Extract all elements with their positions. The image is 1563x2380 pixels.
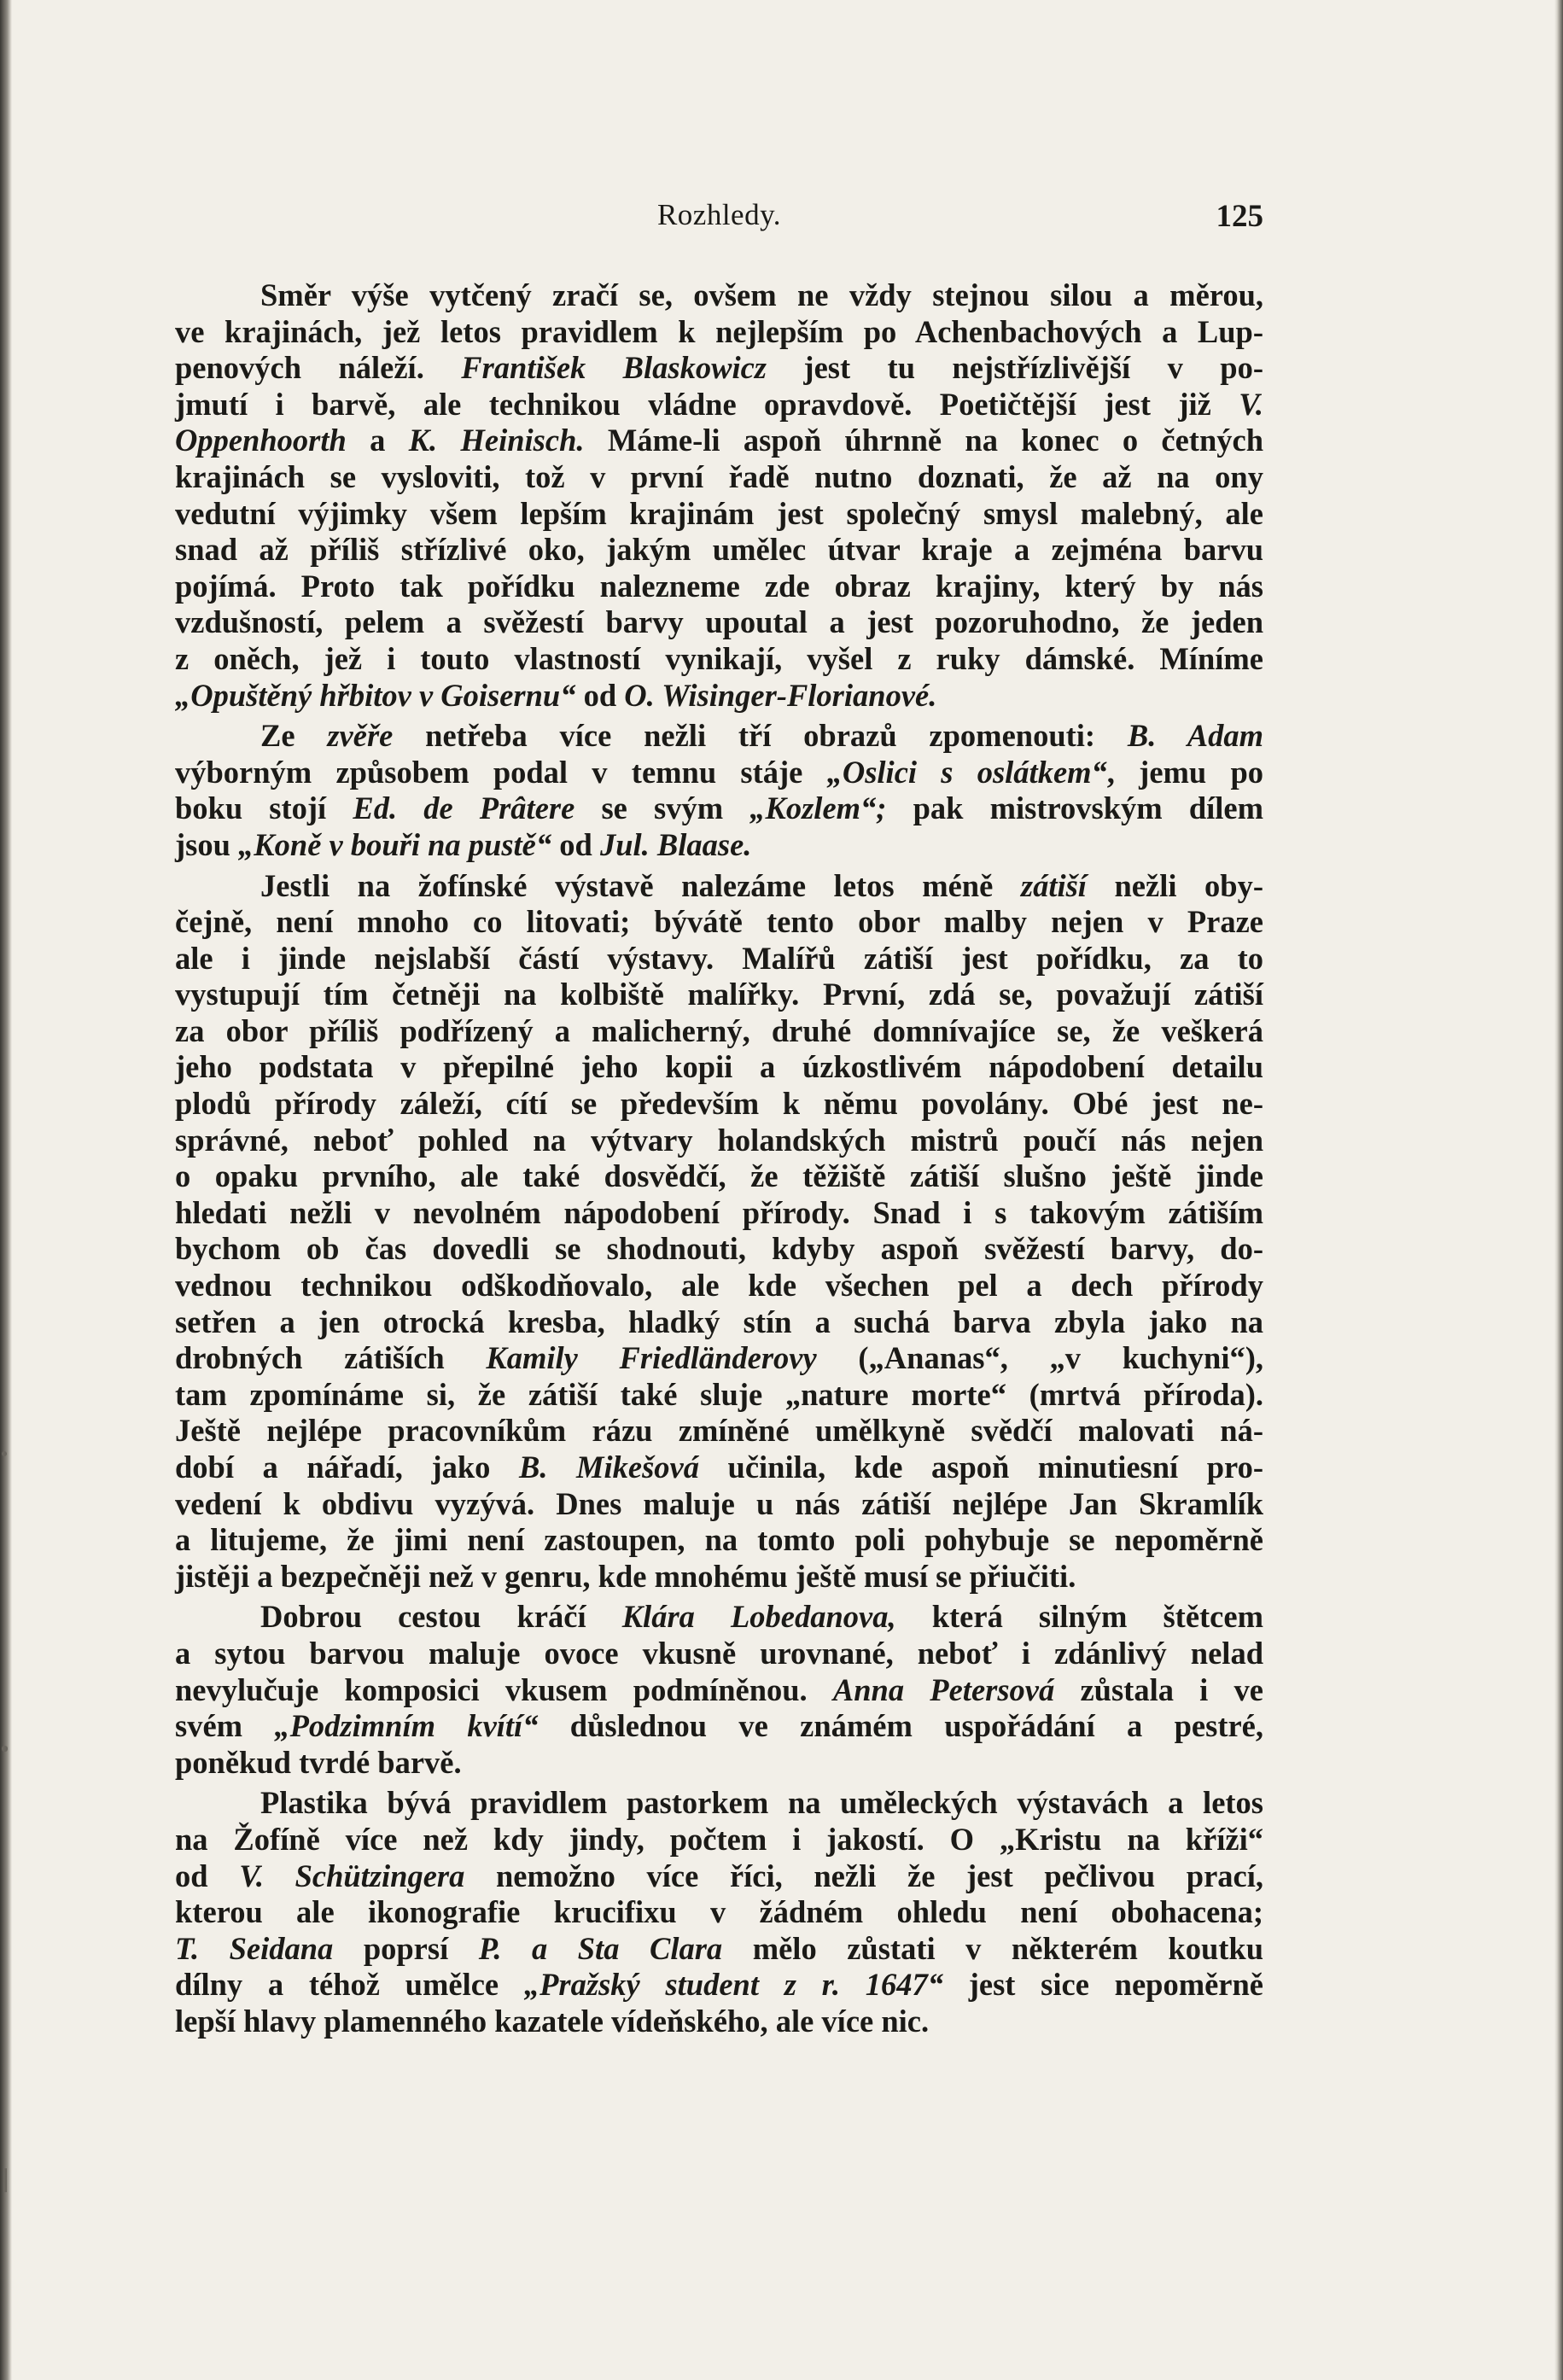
text-run: poprsí (333, 1930, 479, 1966)
page-edge-left (0, 0, 12, 2380)
italic-name: V. Schützingera (239, 1858, 465, 1893)
text-line (175, 1450, 1263, 1486)
text-line (175, 496, 1263, 533)
text-run: („Ananas“, „v kuchyni“), (816, 1340, 1264, 1376)
text-run: od (175, 1858, 240, 1893)
text-line (175, 1785, 1263, 1822)
text-run: výborným způsobem podal v temnu stáje (175, 754, 827, 790)
text-run: Ještě nejlépe pracovníkům rázu zmíněné umělkyně svědčí malovati ná- (175, 1413, 1263, 1449)
text-run: na Žofíně více než kdy jindy, počtem i jakostí. O „Kristu na kříži“ (175, 1821, 1263, 1857)
page-header (175, 198, 1263, 246)
text-run: a litujeme, že jimi není zastoupen, na tomto poli pohybuje se nepoměrně (175, 1522, 1263, 1558)
text-line (175, 827, 1263, 864)
italic-name: B. Mikešová (519, 1450, 699, 1485)
text-line (175, 314, 1263, 351)
text-run: jsou (175, 826, 239, 862)
page-edge-right (1554, 0, 1563, 2380)
italic-name: Oppenhoorth (175, 423, 347, 458)
text-run: ale i jinde nejslabší částí výstavy. Malířů zátiší jest pořídku, za to (175, 940, 1263, 976)
text-run: bychom ob čas dovedli se shodnouti, kdyby aspoň svěžestí barvy, do- (175, 1231, 1263, 1267)
page-number: 125 (1216, 199, 1263, 234)
text-run: plodů přírody záleží, cítí se především k němu povolány. Obé jest ne- (175, 1086, 1263, 1122)
article-body (175, 277, 1263, 2040)
text-run: o opaku prvního, ale také dosvědčí, že těžiště zátiší slušno ještě jinde (175, 1158, 1263, 1194)
text-run: tam zpomínáme si, že zátiší také sluje „nature morte“ (mrtvá příroda). (175, 1376, 1263, 1412)
italic-name: Ed. de Prâtere (353, 790, 575, 826)
text-line (175, 1413, 1263, 1450)
text-line (175, 532, 1263, 569)
text-line (175, 1672, 1263, 1709)
running-head: Rozhledy. (656, 198, 782, 231)
text-run: hledati nežli v nevolném nápodobení přírody. Snad i s takovým zátiším (175, 1194, 1263, 1230)
text-run: jest tu nejstřízlivější v po- (767, 350, 1263, 386)
text-line (175, 1231, 1263, 1268)
text-run: učinila, kde aspoň minutiesní pro- (698, 1450, 1264, 1485)
italic-name: „Opuštěný hřbitov v Goisernu“ (175, 677, 576, 713)
text-line (175, 1013, 1263, 1050)
text-line (175, 1304, 1263, 1341)
italic-name: O. Wisinger-Florianové. (624, 677, 937, 713)
text-line (175, 423, 1263, 459)
text-run: od (551, 826, 600, 862)
text-line (175, 1377, 1263, 1414)
text-run: jest sice nepoměrně (942, 1967, 1263, 2003)
text-line (175, 1559, 1263, 1595)
italic-name: „Podzimním kvítí“ (274, 1708, 539, 1744)
text-line (175, 755, 1263, 791)
italic-name: zátiší (1020, 867, 1087, 903)
text-run: ve krajinách, jež letos pravidlem k nejlepším po Achenbachových a Lup- (175, 313, 1263, 349)
text-line (175, 977, 1263, 1013)
text-run: jistěji a bezpečněji než v genru, kde mnohému ještě musí se přiučiti. (175, 1558, 1076, 1594)
text-line (175, 2004, 1263, 2040)
margin-speck (2, 1746, 8, 1752)
text-line (175, 350, 1263, 387)
text-run: Máme-li aspoň úhrnně na konec o četných (584, 423, 1263, 458)
text-run: svém (175, 1708, 275, 1744)
margin-speck (3, 2168, 7, 2192)
paragraph (175, 1785, 1263, 2039)
paragraph (175, 868, 1263, 1595)
text-line (175, 1858, 1263, 1895)
text-line (175, 1158, 1263, 1195)
text-run: boku stojí (175, 790, 353, 826)
text-run: čejně, není mnoho co litovati; bývátě tento obor malby nejen v Praze (175, 904, 1263, 940)
text-run: vedutní výjimky všem lepším krajinám jest společný smysl malebný, ale (175, 495, 1263, 531)
text-run: vednou technikou odškodňovalo, ale kde všechen pel a dech přírody (175, 1268, 1263, 1304)
italic-name: B. Adam (1127, 718, 1264, 754)
text-run: dílny a téhož umělce (175, 1967, 524, 2003)
text-line (175, 678, 1263, 715)
text-line (175, 868, 1263, 905)
text-run: se svým (574, 790, 750, 826)
text-line (175, 1340, 1263, 1377)
text-run: která silným štětcem (895, 1599, 1263, 1635)
text-line (175, 790, 1263, 827)
italic-name: zvěře (327, 718, 394, 754)
italic-name: K. Heinisch. (408, 423, 585, 458)
italic-name: Kamily Friedländerovy (486, 1340, 817, 1376)
text-line (175, 1931, 1263, 1968)
text-line (175, 1894, 1263, 1931)
italic-name: Klára Lobedanova, (621, 1599, 896, 1635)
text-run: jmutí i barvě, ale technikou vládne opravdově. Poetičtější jest již (175, 386, 1239, 422)
text-line (175, 277, 1263, 314)
text-run: , jemu po (1106, 754, 1264, 790)
text-line (175, 604, 1263, 641)
text-run: od (575, 677, 625, 713)
italic-name: V. (1239, 386, 1263, 422)
text-run: penových náleží. (175, 350, 462, 386)
text-run: setřen a jen otrocká kresba, hladký stín a suchá barva zbyla jako na (175, 1304, 1263, 1339)
margin-speck (2, 1451, 7, 1456)
text-run: a sytou barvou maluje ovoce vkusně urovnané, neboť i zdánlivý nelad (175, 1635, 1263, 1671)
text-run: dobí a nářadí, jako (175, 1450, 519, 1485)
text-run: nežli oby- (1086, 867, 1264, 903)
text-line (175, 904, 1263, 941)
text-run: a (346, 423, 409, 458)
italic-name: Jul. Blaase. (599, 826, 752, 862)
text-run: lepší hlavy plamenného kazatele vídeňského, ale více nic. (175, 2003, 930, 2039)
text-run: vzdušností, pelem a svěžestí barvy upoutal a jest pozoruhodno, že jeden (175, 604, 1263, 640)
text-line (175, 1086, 1263, 1123)
text-line (175, 1599, 1263, 1636)
text-line (175, 941, 1263, 977)
text-line (175, 1522, 1263, 1559)
text-run: mělo zůstati v některém koutku (722, 1930, 1263, 1966)
italic-name: „Oslici s oslátkem“ (826, 754, 1107, 790)
text-run: krajinách se vysloviti, tož v první řadě nutno doznati, že až na ony (175, 458, 1263, 494)
italic-name: P. a Sta Clara (478, 1930, 723, 1966)
italic-name: „Pražský student z r. 1647“ (523, 1967, 943, 2003)
paragraph (175, 1599, 1263, 1781)
italic-name: T. Seidana (175, 1930, 334, 1966)
text-line (175, 1195, 1263, 1232)
text-run: pojímá. Proto tak pořídku nalezneme zde obraz krajiny, který by nás (175, 568, 1263, 604)
text-line (175, 641, 1263, 678)
text-line (175, 387, 1263, 423)
text-run: nevylučuje komposici vkusem podmíněnou. (175, 1671, 833, 1707)
italic-name: František Blaskowicz (461, 350, 767, 386)
text-run: poněkud tvrdé barvě. (175, 1744, 462, 1780)
text-run: drobných zátiších (175, 1340, 487, 1376)
text-run: zůstala i ve (1054, 1671, 1263, 1707)
text-run: Ze (260, 718, 328, 754)
text-line (175, 1967, 1263, 2004)
text-line (175, 1268, 1263, 1304)
text-line (175, 459, 1263, 496)
text-run: pak mistrovským dílem (886, 790, 1264, 826)
text-run: správné, neboť pohled na výtvary holandských mistrů poučí nás nejen (175, 1122, 1263, 1158)
paragraph (175, 718, 1263, 863)
text-line (175, 1123, 1263, 1159)
text-run: kterou ale ikonografie krucifixu v žádném ohledu není obohacena; (175, 1894, 1263, 1930)
text-run: důslednou ve známém uspořádání a pestré, (538, 1708, 1263, 1744)
italic-name: „Kozlem“; (749, 790, 887, 826)
text-run: vedení k obdivu vyzývá. Dnes maluje u nás zátiší nejlépe Jan Skramlík (175, 1485, 1263, 1521)
paragraph (175, 277, 1263, 714)
text-line (175, 1049, 1263, 1086)
text-line (175, 1636, 1263, 1672)
text-line (175, 1745, 1263, 1782)
text-run: Plastika bývá pravidlem pastorkem na uměleckých výstavách a letos (260, 1785, 1263, 1821)
text-run: nemožno více říci, nežli že jest pečlivou prací, (464, 1858, 1263, 1893)
text-run: jeho podstata v přepilné jeho kopii a úzkostlivém nápodobení detailu (175, 1049, 1263, 1085)
text-run: netřeba více nežli tří obrazů zpomenouti: (393, 718, 1128, 754)
text-run: vystupují tím četněji na kolbiště malířky. První, zdá se, považují zátiší (175, 977, 1263, 1012)
text-run: Dobrou cestou kráčí (260, 1599, 622, 1635)
italic-name: „Koně v bouři na pustě“ (238, 826, 552, 862)
text-run: z oněch, jež i touto vlastností vynikají, vyšel z ruky dámské. Míníme (175, 640, 1263, 676)
text-line (175, 718, 1263, 755)
text-run: za obor příliš podřízený a malicherný, druhé domnívajíce se, že veškerá (175, 1012, 1263, 1048)
text-run: snad až příliš střízlivé oko, jakým umělec útvar kraje a zejména barvu (175, 532, 1263, 568)
text-run: Jestli na žofínské výstavě nalezáme letos méně (260, 867, 1021, 903)
text-line (175, 1708, 1263, 1745)
text-line (175, 1486, 1263, 1523)
text-line (175, 569, 1263, 605)
text-run: Směr výše vytčený zračí se, ovšem ne vždy stejnou silou a měrou, (260, 277, 1263, 312)
text-line (175, 1822, 1263, 1858)
italic-name: Anna Petersová (832, 1671, 1055, 1707)
